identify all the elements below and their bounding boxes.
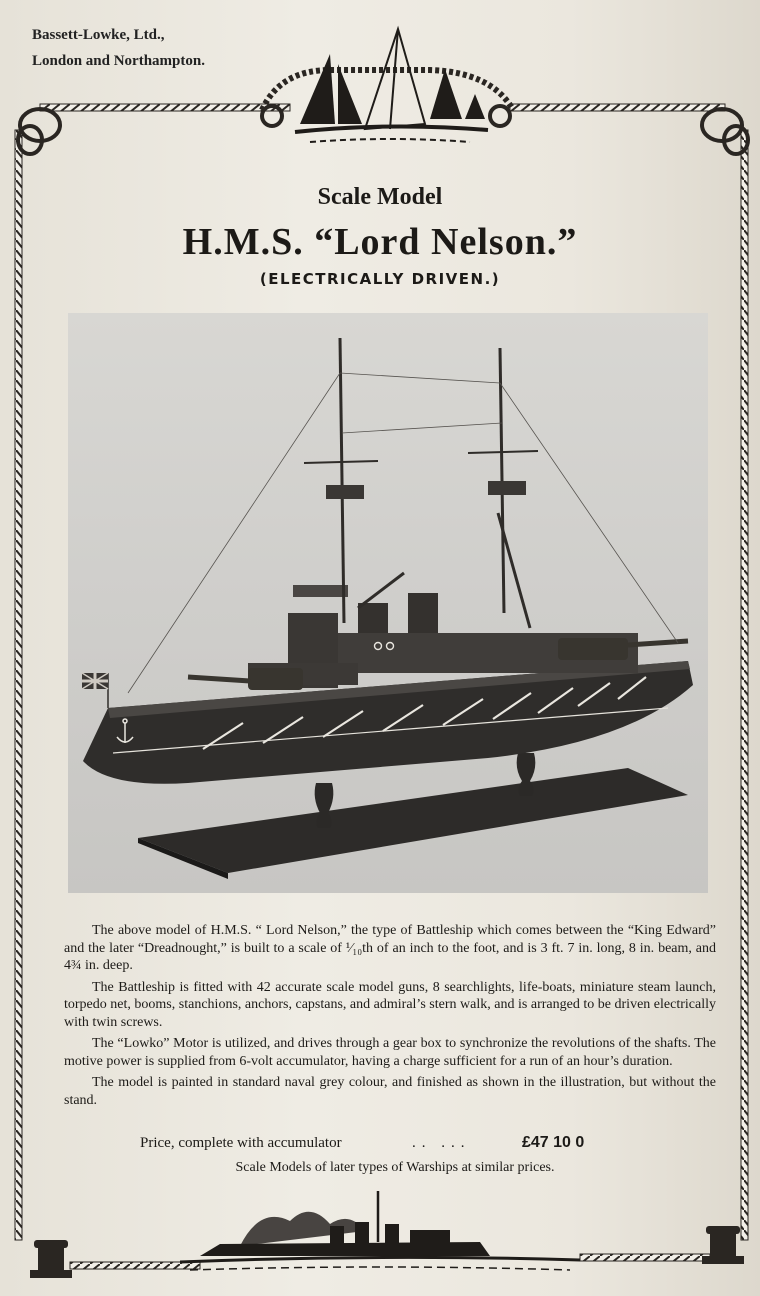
battleship-model-photograph: [68, 313, 708, 893]
price-value: £47 10 0: [522, 1134, 585, 1151]
page-subtitle: Scale Model: [317, 184, 443, 210]
union-flag-icon: [82, 673, 108, 708]
later-models-note: Scale Models of later types of Warships at similar prices.: [235, 1160, 555, 1175]
description-paragraph: The model is painted in standard naval grey colour, and finished as shown in the illustration, but without the stand.: [64, 1075, 716, 1108]
destroyer-vignette-icon: [180, 1186, 580, 1276]
description-text: [64, 922, 716, 1113]
price-leader-dots: .. ...: [412, 1135, 471, 1151]
drive-note: (ELECTRICALLY DRIVEN.): [259, 270, 501, 288]
price-label: Price, complete with accumulator: [140, 1135, 342, 1151]
description-paragraph: The above model of H.M.S. “ Lord Nelson,” the type of Battleship which comes between the “King Edward” and the later “Dreadnought,” is built to a scale of ¹⁄₁₀th of an inch to the foot, and is 3 ft. 7 in. long, 8 in. beam, and 4¾ in. deep.: [64, 923, 716, 973]
sailboats-vignette-icon: [290, 24, 490, 154]
price-row: [140, 1134, 660, 1152]
description-paragraph: The “Lowko” Motor is utilized, and drives through a gear box to synchronize the revolutions of the shafts. The motive power is supplied from 6-volt accumulator, having a charge sufficient for a run of an hour’s duration.: [64, 1036, 716, 1069]
publisher-block: [32, 22, 205, 74]
display-stand: [138, 768, 688, 873]
publisher-name: Bassett-Lowke, Ltd.,: [32, 27, 165, 43]
ship-hull: [83, 661, 693, 784]
page-title: H.M.S. “Lord Nelson.”: [182, 221, 578, 263]
publisher-location: London and Northampton.: [32, 53, 205, 69]
description-paragraph: The Battleship is fitted with 42 accurate scale model guns, 8 searchlights, life-boats, miniature steam launch, torpedo net, booms, stanchions, anchors, capstans, and admiral’s stern walk, and is arranged to be driven electrically with twin screws.: [64, 979, 716, 1030]
